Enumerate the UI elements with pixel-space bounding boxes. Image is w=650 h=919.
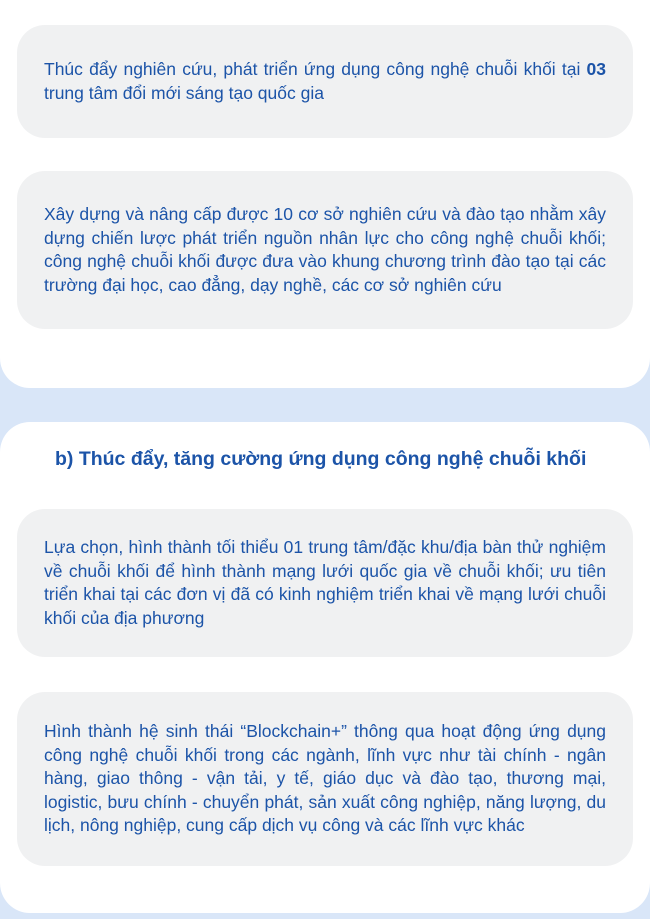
card-blockchain-ecosystem xyxy=(17,692,633,866)
card-research-text-end: trung tâm đổi mới sáng tạo quốc gia xyxy=(44,82,324,103)
section-a-panel xyxy=(0,0,650,388)
card-research-text xyxy=(44,58,606,105)
card-research-centers xyxy=(17,25,633,138)
section-b-heading: b) Thúc đẩy, tăng cường ứng dụng công nghệ chuỗi khối xyxy=(55,448,587,470)
highlight-03: 03 xyxy=(586,59,606,79)
card-research-text-start: Thúc đẩy nghiên cứu, phát triển ứng dụng công nghệ chuỗi khối tại xyxy=(44,59,587,79)
card-testbed-network xyxy=(17,509,633,657)
section-b-panel xyxy=(0,422,650,913)
card-testbed-text: Lựa chọn, hình thành tối thiểu 01 trung tâm/đặc khu/địa bàn thử nghiệm về chuỗi khối để hình thành mạng lưới quốc gia về chuỗi khối; ưu tiên triển khai tại các đơn vị đã có kinh nghiệm triển khai về mạng lưới chuỗi khối của địa phương xyxy=(44,537,606,628)
card-training-text: Xây dựng và nâng cấp được 10 cơ sở nghiên cứu và đào tạo nhằm xây dựng chiến lược phát triển nguồn nhân lực cho công nghệ chuỗi khối; công nghệ chuỗi khối được đưa vào khung chương trình đào tạo tại các trường đại học, cao đẳng, dạy nghề, các cơ sở nghiên cứu xyxy=(44,204,606,295)
card-ecosystem-text: Hình thành hệ sinh thái “Blockchain+” thông qua hoạt động ứng dụng công nghệ chuỗi khối trong các ngành, lĩnh vực như tài chính - ngân hàng, giao thông - vận tải, y tế, giáo dục và đào tạo, thương mại, logistic, bưu chính - chuyển phát, sản xuất công nghiệp, năng lượng, du lịch, nông nghiệp, cung cấp dịch vụ công và các lĩnh vực khác xyxy=(44,721,606,835)
card-training-facilities xyxy=(17,171,633,329)
